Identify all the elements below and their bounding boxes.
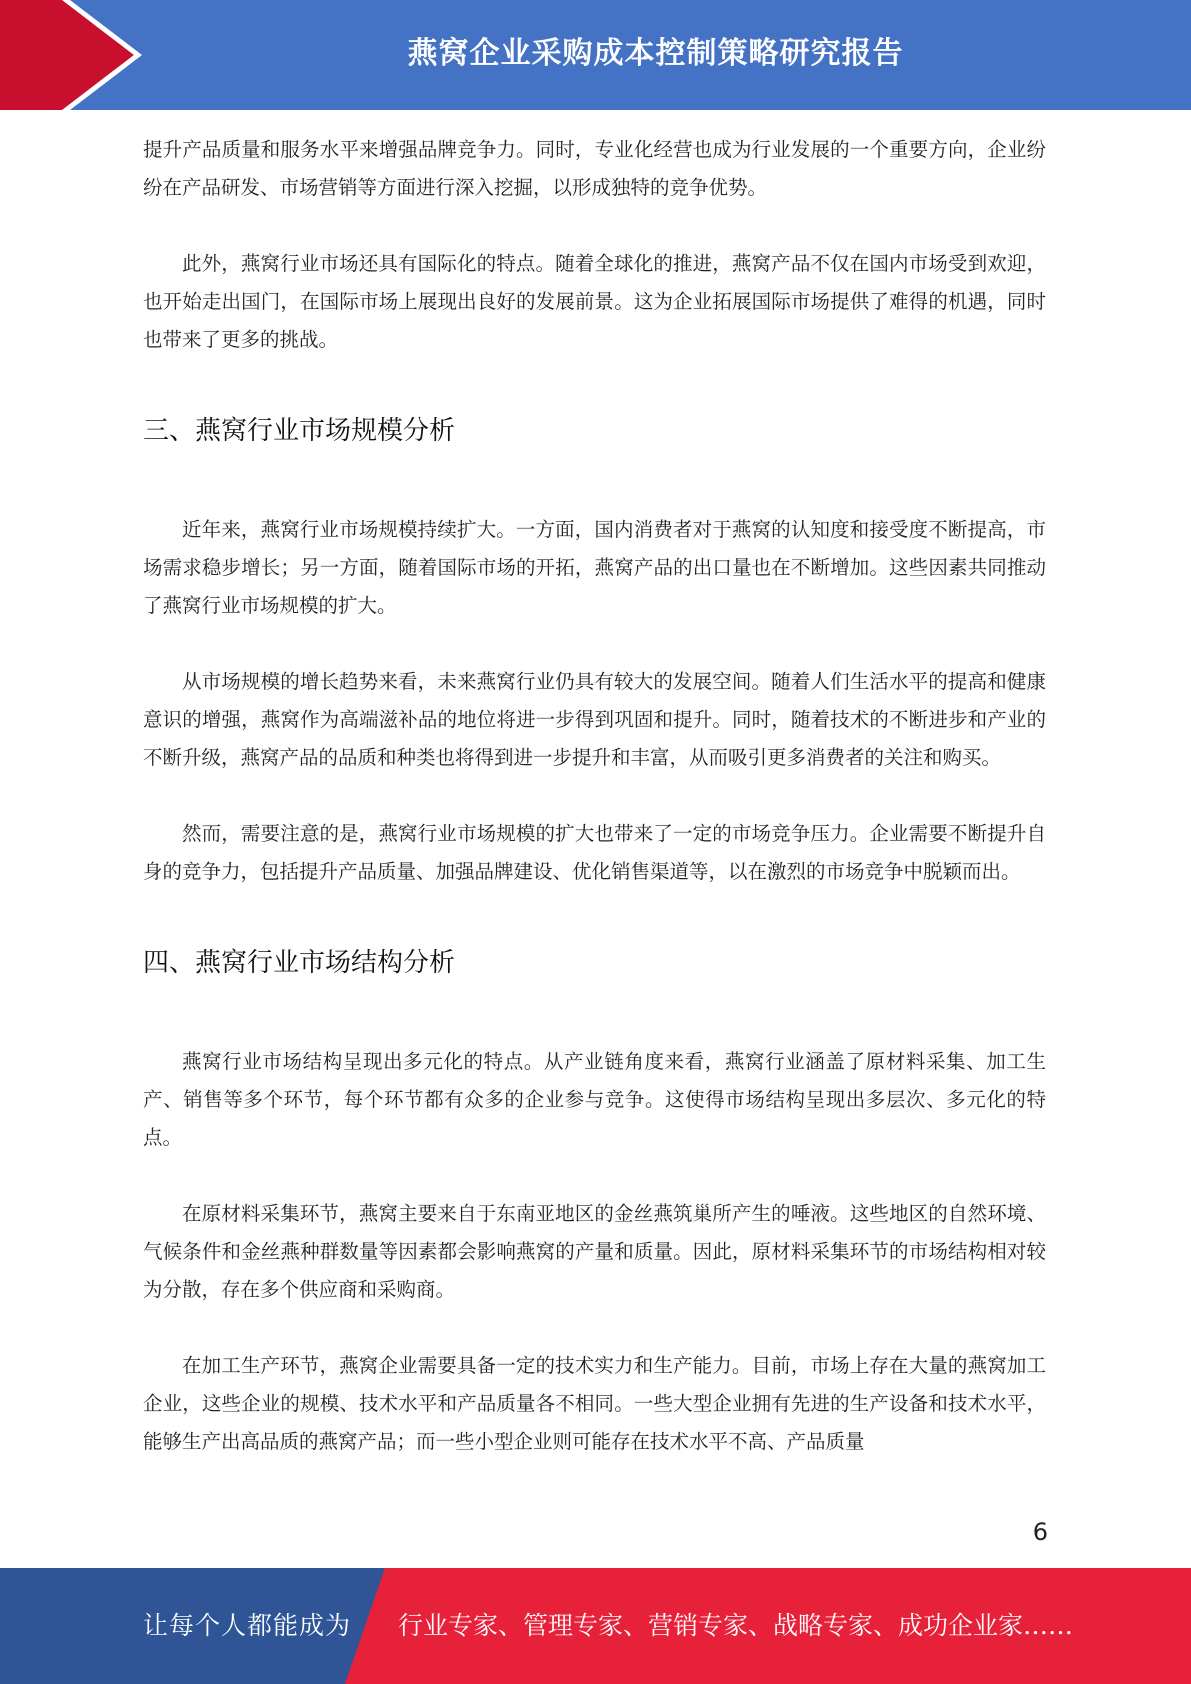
section-heading-3: 三、燕窝行业市场规模分析	[143, 416, 456, 446]
footer-banner	[0, 1568, 1191, 1684]
footer-slogan-right: 行业专家、管理专家、营销专家、战略专家、成功企业家……	[398, 1611, 1074, 1640]
document-title: 燕窝企业采购成本控制策略研究报告	[407, 36, 904, 71]
page-number: 6	[1032, 1518, 1048, 1546]
header-banner	[0, 0, 1191, 110]
section-heading-4: 四、燕窝行业市场结构分析	[143, 948, 456, 978]
paragraph-6: 燕窝行业市场结构呈现出多元化的特点。从产业链角度来看，燕窝行业涵盖了原材料采集、加工生产、销售等多个环节，每个环节都有众多的企业参与竞争。这使得市场结构呈现出多层次、多元化的特点。	[143, 1050, 1046, 1149]
document-body	[143, 131, 1046, 1461]
paragraph-1: 提升产品质量和服务水平来增强品牌竞争力。同时，专业化经营也成为行业发展的一个重要方向，企业纷纷在产品研发、市场营销等方面进行深入挖掘，以形成独特的竞争优势。	[143, 138, 1046, 199]
paragraph-3: 近年来，燕窝行业市场规模持续扩大。一方面，国内消费者对于燕窝的认知度和接受度不断提高，市场需求稳步增长；另一方面，随着国际市场的开拓，燕窝产品的出口量也在不断增加。这些因素共同推动了燕窝行业市场规模的扩大。	[143, 518, 1046, 617]
footer-slogan-left: 让每个人都能成为	[143, 1611, 352, 1640]
paragraph-4: 从市场规模的增长趋势来看，未来燕窝行业仍具有较大的发展空间。随着人们生活水平的提高和健康意识的增强，燕窝作为高端滋补品的地位将进一步得到巩固和提升。同时，随着技术的不断进步和产业的不断升级，燕窝产品的品质和种类也将得到进一步提升和丰富，从而吸引更多消费者的关注和购买。	[143, 670, 1046, 769]
paragraph-7: 在原材料采集环节，燕窝主要来自于东南亚地区的金丝燕筑巢所产生的唾液。这些地区的自然环境、气候条件和金丝燕种群数量等因素都会影响燕窝的产量和质量。因此，原材料采集环节的市场结构相对较为分散，存在多个供应商和采购商。	[143, 1202, 1046, 1301]
paragraph-8: 在加工生产环节，燕窝企业需要具备一定的技术实力和生产能力。目前，市场上存在大量的燕窝加工企业，这些企业的规模、技术水平和产品质量各不相同。一些大型企业拥有先进的生产设备和技术水平，能够生产出高品质的燕窝产品；而一些小型企业则可能存在技术水平不高、产品质量	[143, 1354, 1046, 1453]
paragraph-5: 然而，需要注意的是，燕窝行业市场规模的扩大也带来了一定的市场竞争压力。企业需要不断提升自身的竞争力，包括提升产品质量、加强品牌建设、优化销售渠道等，以在激烈的市场竞争中脱颖而出。	[143, 822, 1046, 883]
header-red-chevron	[0, 0, 150, 110]
paragraph-2: 此外，燕窝行业市场还具有国际化的特点。随着全球化的推进，燕窝产品不仅在国内市场受到欢迎，也开始走出国门，在国际市场上展现出良好的发展前景。这为企业拓展国际市场提供了难得的机遇，同时也带来了更多的挑战。	[143, 252, 1046, 351]
